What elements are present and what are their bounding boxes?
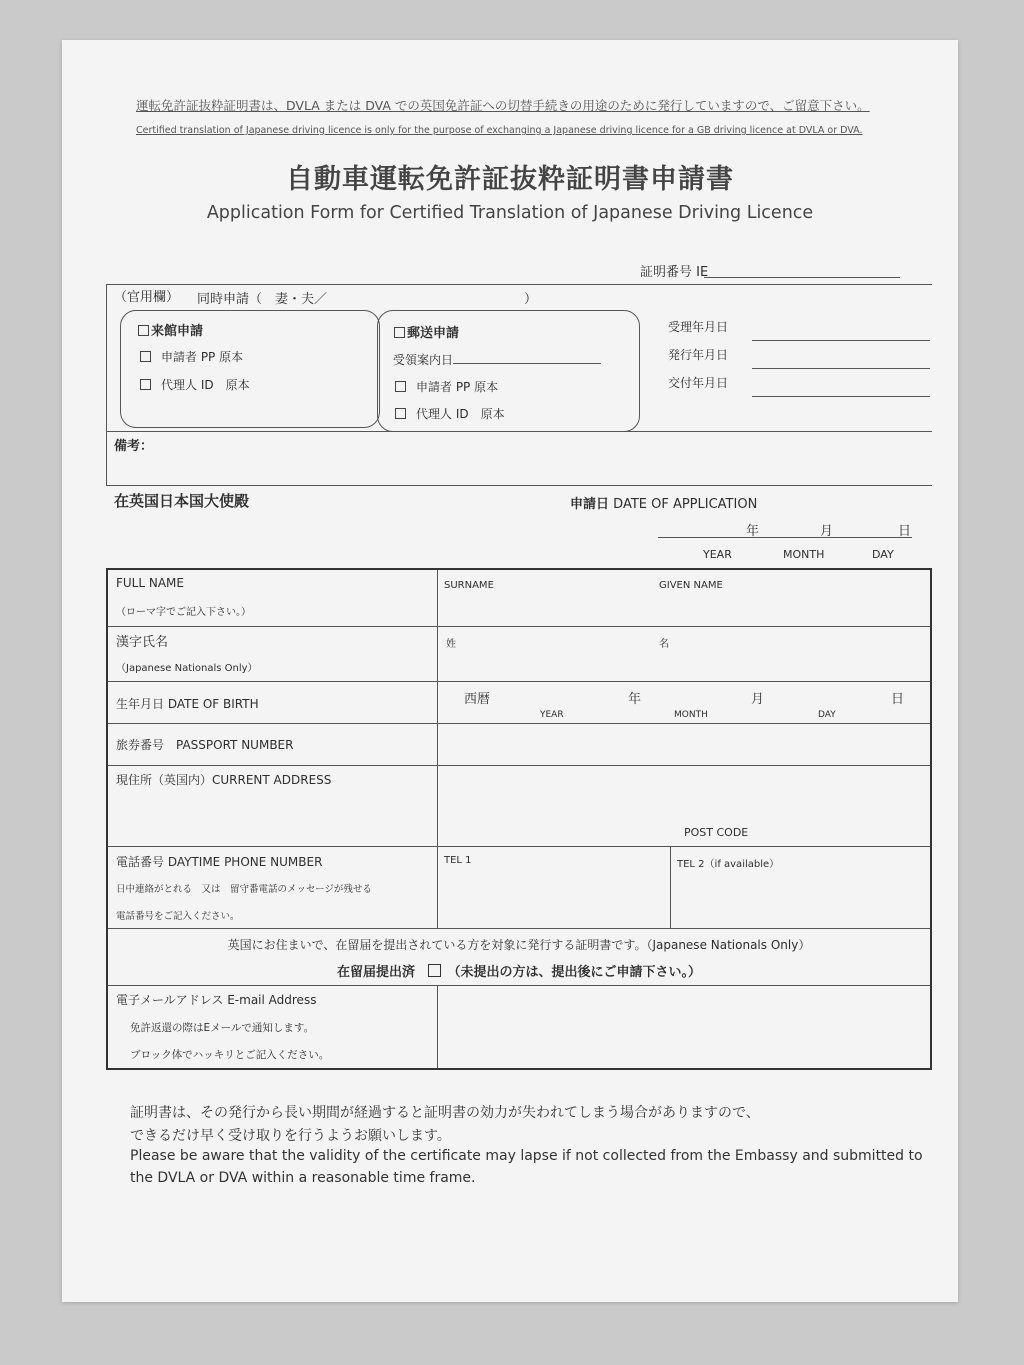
remarks-label: 備考： — [114, 439, 154, 454]
checkbox-icon[interactable] — [395, 381, 406, 392]
checkbox-icon[interactable] — [140, 351, 151, 362]
applicant-details-table — [106, 568, 932, 1070]
kanji-name-sub: （Japanese Nationals Only） — [116, 663, 258, 674]
row-divider — [108, 681, 930, 682]
date-delivered-field[interactable] — [752, 396, 930, 397]
mei-label: 名 — [659, 639, 669, 650]
application-date-label: 申請日 DATE OF APPLICATION — [570, 497, 758, 512]
footer-jp-line1: 証明書は、その発行から長い期間が経過すると証明書の効力が失われてしまう場合がありますので、 — [130, 1105, 760, 1121]
tel1-input[interactable] — [438, 847, 670, 927]
application-year-label: YEAR — [703, 548, 732, 561]
mail-application-title: 郵送申請 — [394, 322, 459, 341]
application-date-field[interactable] — [658, 537, 912, 538]
date-issued-label: 発行年月日 — [668, 348, 729, 362]
residence-submitted: 在留届提出済 （未提出の方は、提出後にご申請下さい。） — [336, 965, 702, 980]
application-day-label: DAY — [872, 548, 894, 561]
form-title-english: Application Form for Certified Translation of Japanese Driving Licence — [206, 203, 814, 223]
phone-sub2: 電話番号をご記入ください。 — [116, 911, 240, 922]
kanji-name-label: 漢字氏名 — [116, 635, 169, 650]
dob-month: MONTH — [674, 710, 708, 720]
email-label: 電子メールアドレス E-mail Address — [116, 993, 317, 1007]
certificate-number-field[interactable] — [704, 277, 900, 278]
full-name-sub: （ローマ字でご記入下さい。） — [116, 607, 251, 618]
tel1-label: TEL 1 — [444, 855, 472, 866]
date-issued-field[interactable] — [752, 368, 930, 369]
phone-sub1: 日中連絡がとれる 又は 留守番電話のメッセージが残せる — [116, 884, 372, 895]
official-section-left-border — [106, 284, 107, 485]
residence-submitted-checkbox[interactable] — [428, 964, 441, 977]
mail-item-applicant-pp: 申請者 PP 原本 — [395, 378, 498, 395]
email-sub2: ブロック体でハッキリとご記入ください。 — [130, 1049, 330, 1061]
application-month-label: MONTH — [783, 548, 825, 561]
application-month-jp: 月 — [820, 524, 834, 539]
dob-era: 西暦 — [464, 692, 491, 707]
footer-en-line2: the DVLA or DVA within a reasonable time frame. — [130, 1170, 476, 1186]
application-form-paper — [62, 40, 958, 1302]
residence-notice: 英国にお住まいで、在留届を提出されている方を対象に発行する証明書です。（Japanese Nationals Only） — [227, 938, 811, 952]
tel2-label: TEL 2（if available） — [677, 859, 780, 870]
dob-day: DAY — [818, 710, 836, 720]
notice-english: Certified translation of Japanese driving licence is only for the purpose of exchanging a Japanese driving licence for a GB driving licence at DVLA or DVA. — [136, 125, 863, 136]
mail-received-date: 受領案内日 — [393, 351, 601, 368]
official-use-label: （官用欄） — [114, 290, 180, 305]
full-name-label: FULL NAME — [116, 576, 184, 590]
checkbox-icon[interactable] — [394, 327, 405, 338]
visit-item-applicant-pp: 申請者 PP 原本 — [140, 348, 243, 365]
given-name-label: GIVEN NAME — [659, 580, 723, 591]
date-accepted-field[interactable] — [752, 340, 930, 341]
dob-label: 生年月日 DATE OF BIRTH — [116, 697, 259, 711]
official-section-bottom-border — [106, 485, 932, 486]
simultaneous-application: 同時申請（ 妻・夫／ — [197, 292, 328, 307]
dob-tsuki: 月 — [751, 692, 765, 707]
date-delivered-label: 交付年月日 — [668, 376, 729, 390]
footer-jp-line2: できるだけ早く受け取りを行うようお願いします。 — [130, 1128, 451, 1144]
postcode-label: POST CODE — [684, 826, 749, 839]
address-label: 現住所（英国内）CURRENT ADDRESS — [116, 773, 332, 787]
sei-label: 姓 — [446, 639, 456, 650]
mail-received-date-field[interactable] — [453, 363, 601, 364]
passport-input[interactable] — [438, 724, 930, 764]
address-input[interactable] — [438, 766, 930, 845]
phone-label: 電話番号 DAYTIME PHONE NUMBER — [116, 855, 323, 869]
dob-nen: 年 — [628, 692, 642, 707]
simultaneous-close: ） — [524, 292, 538, 307]
tel2-input[interactable] — [671, 847, 930, 927]
checkbox-icon[interactable] — [140, 379, 151, 390]
footer-en-line1: Please be aware that the validity of the certificate may lapse if not collected from the Embassy and submitted to — [130, 1148, 923, 1164]
dob-hi: 日 — [891, 692, 905, 707]
email-sub1: 免許返還の際はEメールで通知します。 — [130, 1022, 315, 1034]
visit-item-agent-id: 代理人 ID 原本 — [140, 376, 250, 393]
kanji-name-input[interactable] — [438, 627, 930, 680]
surname-label: SURNAME — [444, 580, 494, 591]
full-name-input[interactable] — [438, 571, 930, 625]
form-title-japanese: 自動車運転免許証抜粋証明書申請書 — [286, 164, 734, 195]
application-year-jp: 年 — [746, 524, 760, 539]
embassy-addressee: 在英国日本国大使殿 — [114, 492, 250, 510]
certificate-number-label: 証明番号 IE — [640, 265, 709, 280]
application-day-jp: 日 — [898, 524, 912, 539]
notice-japanese: 運転免許証抜粋証明書は、DVLA または DVA での英国免許証への切替手続きの用途のために発行していますので、ご留意下さい。 — [136, 98, 870, 113]
official-section-top-border — [106, 284, 932, 285]
date-accepted-label: 受理年月日 — [668, 320, 729, 334]
mail-item-agent-id: 代理人 ID 原本 — [395, 405, 505, 422]
email-input[interactable] — [438, 986, 930, 1068]
dob-year: YEAR — [540, 710, 564, 720]
checkbox-icon[interactable] — [138, 325, 149, 336]
row-divider — [108, 928, 930, 929]
visit-application-title: 来館申請 — [138, 320, 203, 339]
checkbox-icon[interactable] — [395, 408, 406, 419]
passport-label: 旅券番号 PASSPORT NUMBER — [116, 738, 294, 752]
